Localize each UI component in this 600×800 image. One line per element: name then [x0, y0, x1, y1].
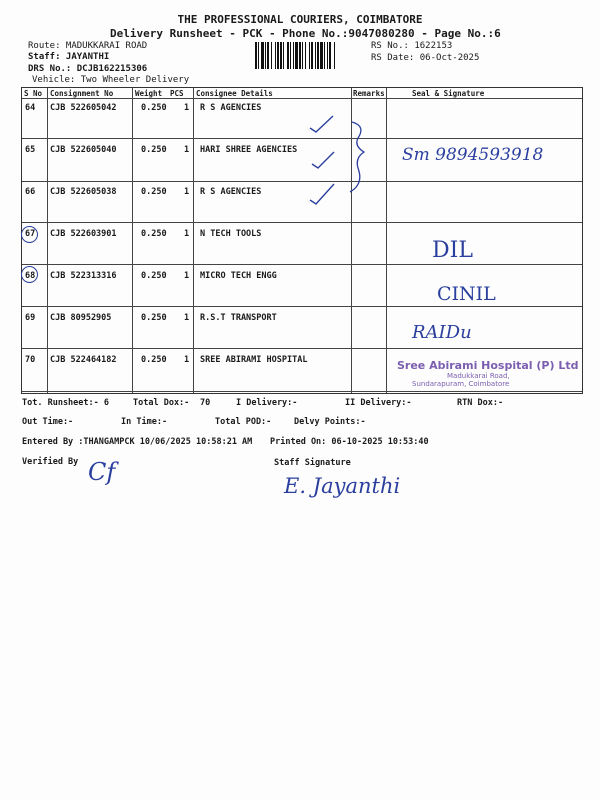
row-pcs: 1: [184, 187, 190, 197]
row-consignment: CJB 522313316: [50, 271, 117, 281]
rs-date: RS Date: 06-Oct-2025: [371, 53, 480, 63]
row-weight: 0.250: [141, 187, 167, 197]
rtn-dox: RTN Dox:-: [457, 398, 504, 408]
stamp-line-2: Madukkarai Road,: [447, 372, 510, 380]
circle-mark-67: [21, 226, 38, 243]
row-consignment: CJB 522464182: [50, 355, 117, 365]
row-sno: 68: [25, 271, 36, 281]
row-sno: 69: [25, 313, 36, 323]
row-weight: 0.250: [141, 355, 167, 365]
row-pcs: 1: [184, 103, 190, 113]
col-consignment: Consignment No: [50, 89, 114, 98]
runsheet-title: Delivery Runsheet - PCK - Phone No.:9047080280 - Page No.:6: [110, 27, 501, 40]
handwritten-signature-row65: Sm 9894593918: [402, 145, 544, 165]
row-pcs: 1: [184, 229, 190, 239]
col-sno: S No: [24, 89, 43, 98]
total-dox-value: 70: [200, 398, 211, 408]
row-sno: 70: [25, 355, 36, 365]
row-consignment: CJB 522605042: [50, 103, 117, 113]
stamp-line-1: Sree Abirami Hospital (P) Ltd: [397, 359, 579, 372]
vehicle-label: Vehicle: Two Wheeler Delivery: [32, 75, 190, 85]
i-delivery: I Delivery:-: [236, 398, 298, 408]
row-consignee: MICRO TECH ENGG: [200, 271, 277, 281]
row-sno: 65: [25, 145, 36, 155]
hospital-stamp: [397, 359, 582, 401]
col-remarks: Remarks: [353, 89, 385, 98]
col-seal: Seal & Signature: [412, 89, 485, 98]
total-pod: Total POD:-: [215, 417, 272, 427]
row-weight: 0.250: [141, 271, 167, 281]
row-consignee: N TECH TOOLS: [200, 229, 262, 239]
tot-runsheet: Tot. Runsheet:- 6: [22, 398, 109, 408]
row-sno: 67: [25, 229, 36, 239]
row-consignee: R S AGENCIES: [200, 103, 262, 113]
row-weight: 0.250: [141, 145, 167, 155]
row-consignment: CJB 522605038: [50, 187, 117, 197]
stamp-line-3: Sundarapuram, Coimbatore: [412, 380, 510, 388]
in-time: In Time:-: [121, 417, 168, 427]
rs-number: RS No.: 1622153: [371, 41, 453, 51]
row-pcs: 1: [184, 145, 190, 155]
row-consignee: R.S.T TRANSPORT: [200, 313, 277, 323]
total-dox-label: Total Dox:-: [133, 398, 190, 408]
row-consignment: CJB 522603901: [50, 229, 117, 239]
ii-delivery: II Delivery:-: [345, 398, 412, 408]
row-consignee: R S AGENCIES: [200, 187, 262, 197]
row-consignment: CJB 522605040: [50, 145, 117, 155]
row-weight: 0.250: [141, 229, 167, 239]
row-pcs: 1: [184, 271, 190, 281]
handwritten-signature-row68: CINIL: [437, 283, 496, 305]
tick-marks: [300, 112, 380, 212]
row-pcs: 1: [184, 355, 190, 365]
verified-by-label: Verified By: [22, 457, 79, 467]
row-sno: 64: [25, 103, 36, 113]
handwritten-signature-row67: DIL: [432, 238, 473, 263]
barcode: [255, 42, 367, 69]
col-weight: Weight: [135, 89, 163, 98]
row-sno: 66: [25, 187, 36, 197]
handwritten-signature-row69: RAIDu: [412, 322, 472, 343]
drs-number: DRS No.: DCJB162215306: [28, 64, 148, 74]
circle-mark-68: [21, 266, 38, 283]
printed-on: Printed On: 06-10-2025 10:53:40: [270, 437, 429, 447]
col-consignee: Consignee Details: [196, 89, 273, 98]
verified-signature: Cf: [88, 458, 116, 486]
row-pcs: 1: [184, 313, 190, 323]
staff-signature-handwritten: E. Jayanthi: [284, 474, 401, 498]
row-consignee: SREE ABIRAMI HOSPITAL: [200, 355, 308, 365]
row-consignee: HARI SHREE AGENCIES: [200, 145, 298, 155]
entered-by: Entered By :THANGAMPCK 10/06/2025 10:58:21 AM: [22, 437, 253, 447]
delvy-points: Delvy Points:-: [294, 417, 366, 427]
row-weight: 0.250: [141, 313, 167, 323]
out-time: Out Time:-: [22, 417, 74, 427]
staff-label: Staff: JAYANTHI: [28, 52, 110, 62]
row-weight: 0.250: [141, 103, 167, 113]
row-consignment: CJB 80952905: [50, 313, 112, 323]
route-label: Route: MADUKKARAI ROAD: [28, 41, 148, 51]
staff-signature-label: Staff Signature: [274, 458, 351, 468]
col-pcs: PCS: [170, 89, 184, 98]
company-title: THE PROFESSIONAL COURIERS, COIMBATORE: [177, 13, 423, 26]
